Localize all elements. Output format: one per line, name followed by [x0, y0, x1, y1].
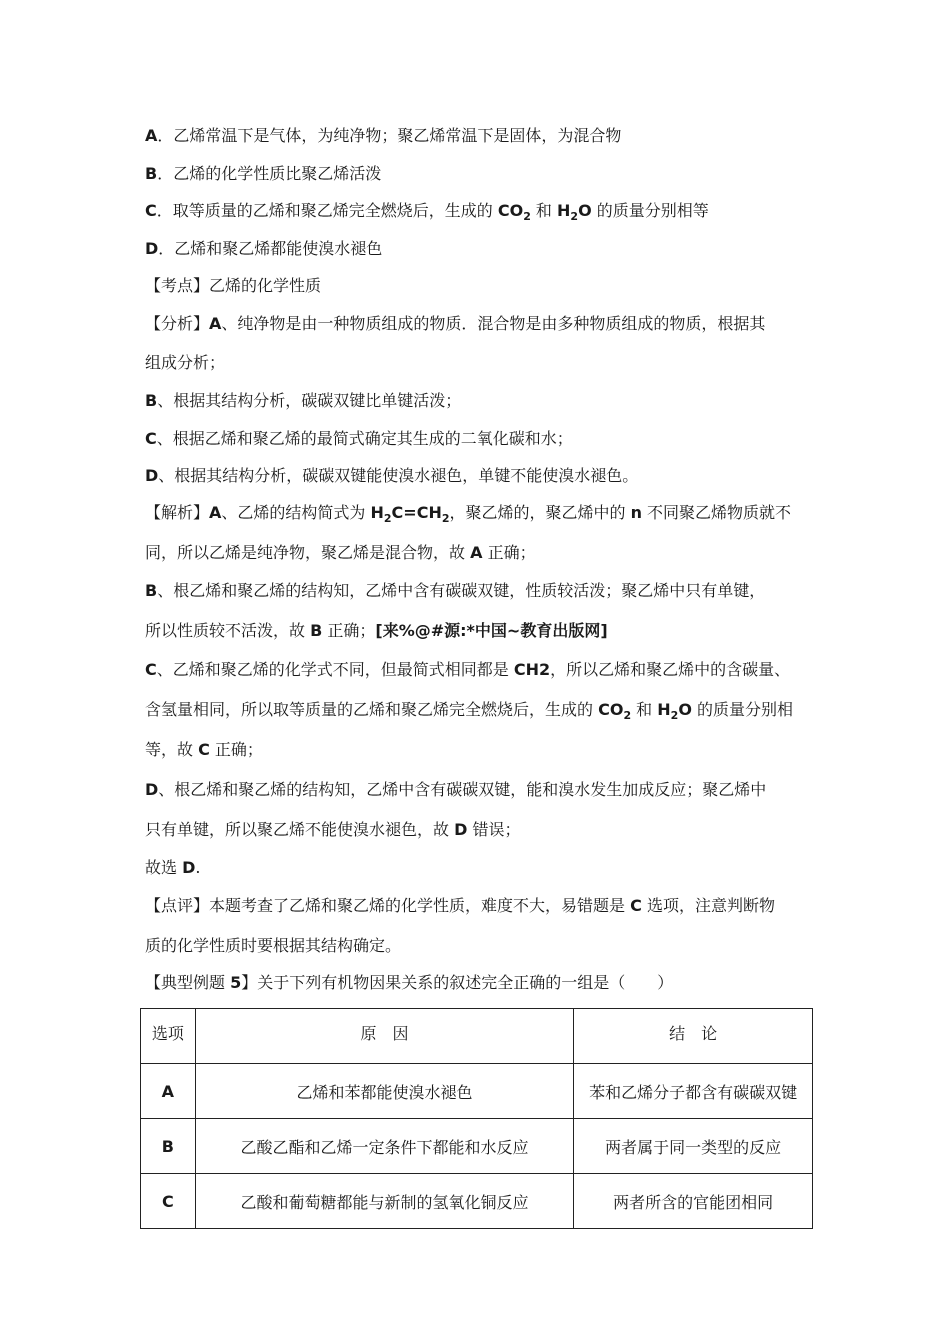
row-conclusion: 苯和乙烯分子都含有碳碳双键 [574, 1064, 813, 1119]
formula-ethylene: $H_2C=CH_2$ [370, 503, 450, 526]
section-tag: 【解析】 [145, 503, 210, 522]
fenxi-line-3: B、根据其结构分析，碳碳双键比单键活泼； [145, 391, 462, 410]
option-label: C [145, 201, 157, 220]
option-text: ．乙烯和聚乙烯都能使溴水褪色 [158, 239, 383, 258]
jiexi-line-7: 等，故 C 正确； [145, 740, 263, 759]
jiexi-line-2: 同，所以乙烯是纯净物，聚乙烯是混合物，故 A 正确； [145, 543, 536, 562]
cause-effect-table [140, 1008, 813, 1229]
kaodian-section: 【考点】乙烯的化学性质 [145, 276, 322, 295]
jiexi-line-3: B、根乙烯和聚乙烯的结构知，乙烯中含有碳碳双键，性质较活泼；聚乙烯中只有单键， [145, 581, 766, 600]
option-label: B [145, 164, 158, 183]
option-a [145, 126, 621, 146]
jiexi-line-10: 故选 D. [145, 858, 201, 877]
jiexi-line-6: 含氢量相同，所以取等质量的乙烯和聚乙烯完全燃烧后，生成的 $CO_2$ 和 $H_2O$ 的质量分别相 [145, 700, 794, 723]
table-row [141, 1119, 813, 1174]
row-conclusion: 两者所含的官能团相同 [574, 1174, 813, 1229]
header-conclusion: 结 论 [574, 1009, 813, 1064]
table-row [141, 1064, 813, 1119]
fenxi-line-2: 组成分析； [145, 353, 226, 372]
option-label: A [145, 126, 158, 145]
row-conclusion: 两者属于同一类型的反应 [574, 1119, 813, 1174]
row-option: A [141, 1064, 196, 1119]
option-text: ．乙烯的化学性质比聚乙烯活泼 [157, 164, 382, 183]
dianping-line-2: 质的化学性质时要根据其结构确定。 [145, 936, 402, 955]
row-option: B [141, 1119, 196, 1174]
row-cause: 乙酸乙酯和乙烯一定条件下都能和水反应 [195, 1119, 574, 1174]
option-c: C．取等质量的乙烯和聚乙烯完全燃烧后，生成的 $CO_2$ 和 $H_2O$ 的质量分别相等 [145, 201, 709, 224]
section-tag: 【点评】 [145, 896, 210, 915]
fenxi-line-4: C、根据乙烯和聚乙烯的最简式确定其生成的二氧化碳和水； [145, 429, 573, 448]
fenxi-line-5: D、根据其结构分析，碳碳双键能使溴水褪色，单键不能使溴水褪色。 [145, 466, 639, 485]
formula-h2o: $H_2O$ [657, 700, 692, 723]
jiexi-line-9: 只有单键，所以聚乙烯不能使溴水褪色，故 D 错误； [145, 820, 521, 839]
section-tag: 【考点】 [145, 276, 210, 295]
header-option: 选项 [141, 1009, 196, 1064]
jiexi-line-1: 【解析】A、乙烯的结构简式为 $H_2C=CH_2$，聚乙烯的，聚乙烯中的 n 不同聚乙烯物质就不 [145, 503, 792, 526]
option-d [145, 239, 382, 259]
jiexi-line-4: 所以性质较不活泼，故 B 正确；[来%@#源:*中国~教育出版网] [145, 621, 608, 640]
section-tag: 【分析】 [145, 314, 210, 333]
table-header-row [141, 1009, 813, 1064]
option-text: ．取等质量的乙烯和聚乙烯完全燃烧后，生成的 [156, 201, 498, 220]
formula-co2: $CO_2$ [497, 201, 531, 224]
source-note: [来%@#源:*中国~教育出版网] [375, 621, 608, 640]
fenxi-line-1: 【分析】A、纯净物是由一种物质组成的物质．混合物是由多种物质组成的物质，根据其 [145, 314, 766, 333]
option-label: D [145, 239, 159, 258]
dianping-line-1: 【点评】本题考查了乙烯和聚乙烯的化学性质，难度不大，易错题是 C 选项，注意判断物 [145, 896, 775, 915]
example-title: 【典型例题 5】关于下列有机物因果关系的叙述完全正确的一组是（ ） [145, 973, 674, 992]
option-b [145, 164, 381, 184]
table-row [141, 1174, 813, 1229]
option-text: ．乙烯常温下是气体，为纯净物；聚乙烯常温下是固体，为混合物 [157, 126, 622, 145]
row-cause: 乙酸和葡萄糖都能与新制的氢氧化铜反应 [195, 1174, 574, 1229]
row-option: C [141, 1174, 196, 1229]
jiexi-line-5: C、乙烯和聚乙烯的化学式不同，但最简式相同都是 CH2，所以乙烯和聚乙烯中的含碳量、 [145, 660, 791, 679]
formula-h2o: $H_2O$ [557, 201, 592, 224]
header-cause: 原 因 [195, 1009, 574, 1064]
formula-co2: $CO_2$ [598, 700, 632, 723]
row-cause: 乙烯和苯都能使溴水褪色 [195, 1064, 574, 1119]
jiexi-line-8: D、根乙烯和聚乙烯的结构知，乙烯中含有碳碳双键，能和溴水发生加成反应；聚乙烯中 [145, 780, 767, 799]
